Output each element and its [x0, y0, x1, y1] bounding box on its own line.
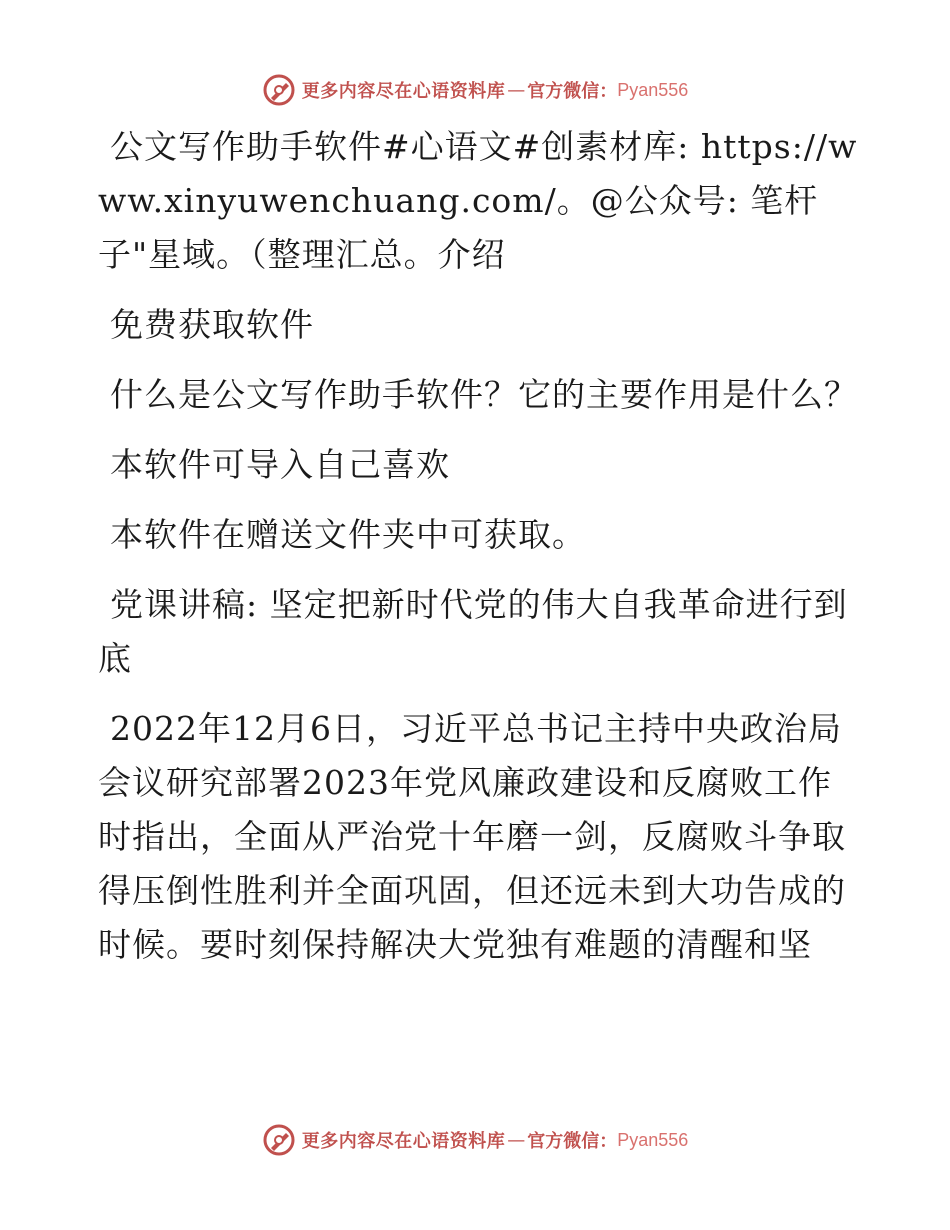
watermark-wechat-label: 官方微信：: [527, 1131, 618, 1152]
paragraph-free-software: 免费获取软件: [110, 305, 314, 344]
watermark-wechat-id: Pyan556: [617, 1129, 689, 1150]
watermark-text: 更多内容尽在心语资料库: [301, 81, 506, 102]
paragraph-lecture-title: 党课讲稿: 坚定把新时代党的伟大自我革命进行到底: [98, 585, 848, 678]
pen-circle-logo-icon: [262, 73, 296, 107]
header-watermark: [0, 70, 950, 110]
watermark-text: 更多内容尽在心语资料库: [301, 1131, 506, 1152]
paragraph-intro: 公文写作助手软件#心语文#创素材库: https://www.xinyuwenchuang.com/。@公众号: 笔杆子"星域。（整理汇总。介绍: [98, 127, 858, 274]
pen-circle-logo-icon: [262, 1123, 296, 1157]
watermark-dash: —: [507, 1129, 526, 1151]
paragraph-body: 2022年12月6日，习近平总书记主持中央政治局会议研究部署2023年党风廉政建设和反腐败工作时指出，全面从严治党十年磨一剑，反腐败斗争取得压倒性胜利并全面巩固，但还远未到大功告成的时候。要时刻保持解决大党独有难题的清醒和坚: [98, 709, 846, 964]
watermark-wechat-id: Pyan556: [617, 79, 689, 100]
footer-watermark: [0, 1120, 950, 1160]
paragraph-import: 本软件可导入自己喜欢: [110, 445, 450, 484]
paragraph-question: 什么是公文写作助手软件？它的主要作用是什么？: [110, 375, 858, 414]
document-body: [98, 120, 858, 988]
watermark-dash: —: [507, 79, 526, 101]
watermark-wechat-label: 官方微信：: [527, 81, 618, 102]
paragraph-gift-folder: 本软件在赠送文件夹中可获取。: [110, 515, 586, 554]
